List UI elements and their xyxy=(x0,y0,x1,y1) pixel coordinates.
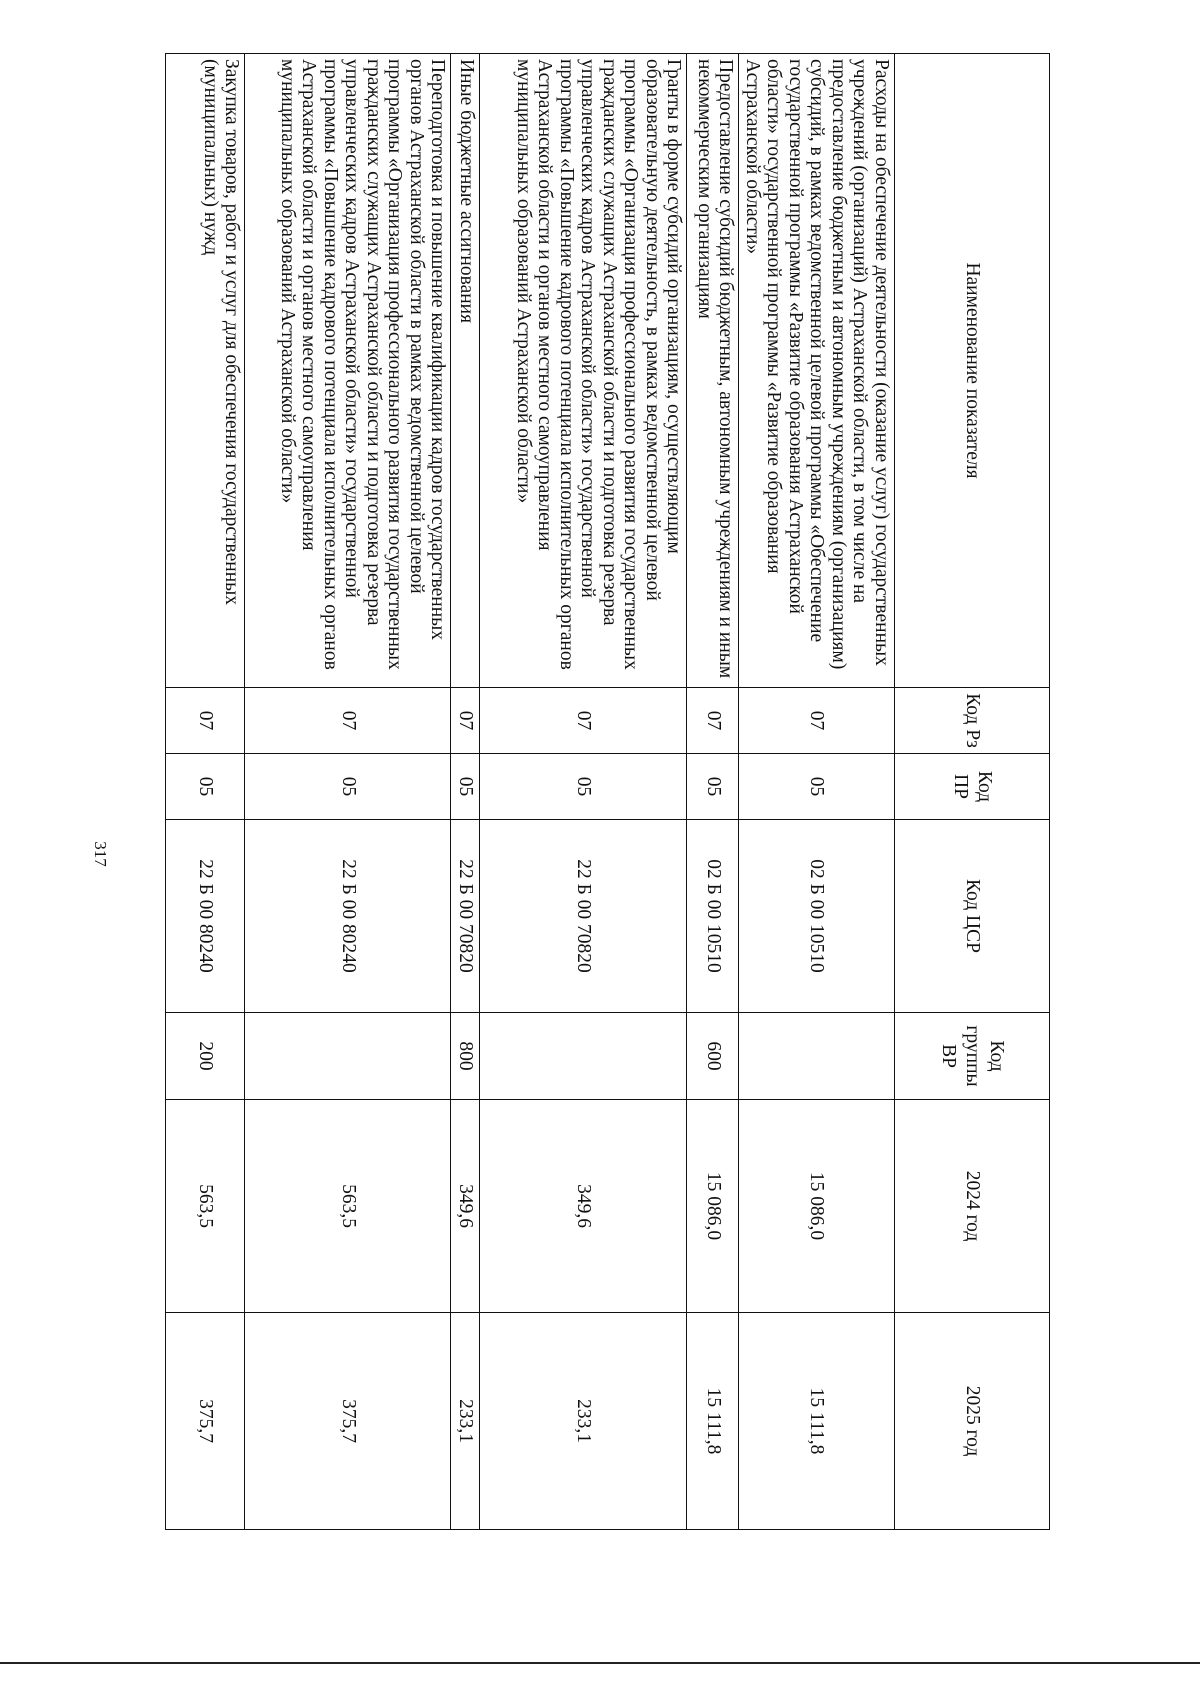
row-2024: 349,6 xyxy=(451,1100,480,1313)
row-pr: 05 xyxy=(451,754,480,820)
row-2025: 375,7 xyxy=(166,1313,245,1530)
row-vr xyxy=(739,1013,895,1100)
row-pr: 05 xyxy=(480,754,687,820)
row-vr xyxy=(480,1013,687,1100)
row-2024: 563,5 xyxy=(245,1100,451,1313)
row-csr: 02 Б 00 10510 xyxy=(739,820,895,1013)
rotated-table-container xyxy=(172,53,1050,1529)
row-2025: 15 111,8 xyxy=(739,1313,895,1530)
table-header-row xyxy=(895,54,1050,1530)
header-2024: 2024 год xyxy=(895,1100,1050,1313)
row-rz: 07 xyxy=(480,688,687,754)
budget-table xyxy=(166,53,1051,1530)
row-pr: 05 xyxy=(687,754,739,820)
table-row xyxy=(245,54,451,1530)
row-2024: 349,6 xyxy=(480,1100,687,1313)
row-csr: 22 Б 00 70820 xyxy=(480,820,687,1013)
row-pr: 05 xyxy=(739,754,895,820)
row-2025: 15 111,8 xyxy=(687,1313,739,1530)
row-pr: 05 xyxy=(245,754,451,820)
row-pr: 05 xyxy=(166,754,245,820)
row-vr: 800 xyxy=(451,1013,480,1100)
row-rz: 07 xyxy=(451,688,480,754)
row-vr: 200 xyxy=(166,1013,245,1100)
row-vr: 600 xyxy=(687,1013,739,1100)
row-rz: 07 xyxy=(245,688,451,754)
page-bottom-rule xyxy=(0,1662,1200,1664)
row-2024: 15 086,0 xyxy=(739,1100,895,1313)
row-2025: 233,1 xyxy=(451,1313,480,1530)
row-csr: 22 Б 00 80240 xyxy=(166,820,245,1013)
row-2025: 375,7 xyxy=(245,1313,451,1530)
row-csr: 22 Б 00 80240 xyxy=(245,820,451,1013)
header-vr: Код группы ВР xyxy=(895,1013,1050,1100)
header-rz: Код Рз xyxy=(895,688,1050,754)
row-name: Расходы на обеспечение деятельности (оказание услуг) государственных учреждений (организаций) Астраханской области, в том числе на предоставление бюджетным и автономным учреждениям (организациям) субсидий, в рамках ведомственной целевой программы «Обеспечение государственной программы «Развитие образования Астраханской области» государственной программы «Развитие образования Астраханской области» xyxy=(739,54,895,688)
table-row xyxy=(166,54,245,1530)
row-2025: 233,1 xyxy=(480,1313,687,1530)
table-row xyxy=(739,54,895,1530)
header-csr: Код ЦСР xyxy=(895,820,1050,1013)
row-name: Гранты в форме субсидий организациям, осуществляющим образовательную деятельность, в рамках ведомственной целевой программы «Организация профессионального развития государственных гражданских служащих Астраханской области и подготовка резерва управленческих кадров Астраханской области» государственной программы «Повышение кадрового потенциала исполнительных органов Астраханской области и органов местного самоуправления муниципальных образований Астраханской области» xyxy=(480,54,687,688)
row-name: Закупка товаров, работ и услуг для обеспечения государственных (муниципальных) нужд xyxy=(166,54,245,688)
row-rz: 07 xyxy=(166,688,245,754)
table-row xyxy=(480,54,687,1530)
header-pr: Код ПР xyxy=(895,754,1050,820)
table-row xyxy=(451,54,480,1530)
row-name: Предоставление субсидий бюджетным, автономным учреждениям и иным некоммерческим организациям xyxy=(687,54,739,688)
header-name: Наименование показателя xyxy=(895,54,1050,688)
row-vr xyxy=(245,1013,451,1100)
row-name: Переподготовка и повышение квалификации кадров государственных органов Астраханской области в рамках ведомственной целевой программы «Организация профессионального развития государственных гражданских служащих Астраханской области и подготовка резерва управленческих кадров Астраханской области» государственной программы «Повышение кадрового потенциала исполнительных органов Астраханской области и органов местного самоуправления муниципальных образований Астраханской области» xyxy=(245,54,451,688)
row-rz: 07 xyxy=(687,688,739,754)
row-2024: 563,5 xyxy=(166,1100,245,1313)
row-rz: 07 xyxy=(739,688,895,754)
row-name: Иные бюджетные ассигнования xyxy=(451,54,480,688)
page-number: 317 xyxy=(91,841,110,867)
header-2025: 2025 год xyxy=(895,1313,1050,1530)
row-2024: 15 086,0 xyxy=(687,1100,739,1313)
table-row xyxy=(687,54,739,1530)
row-csr: 22 Б 00 70820 xyxy=(451,820,480,1013)
row-csr: 02 Б 00 10510 xyxy=(687,820,739,1013)
